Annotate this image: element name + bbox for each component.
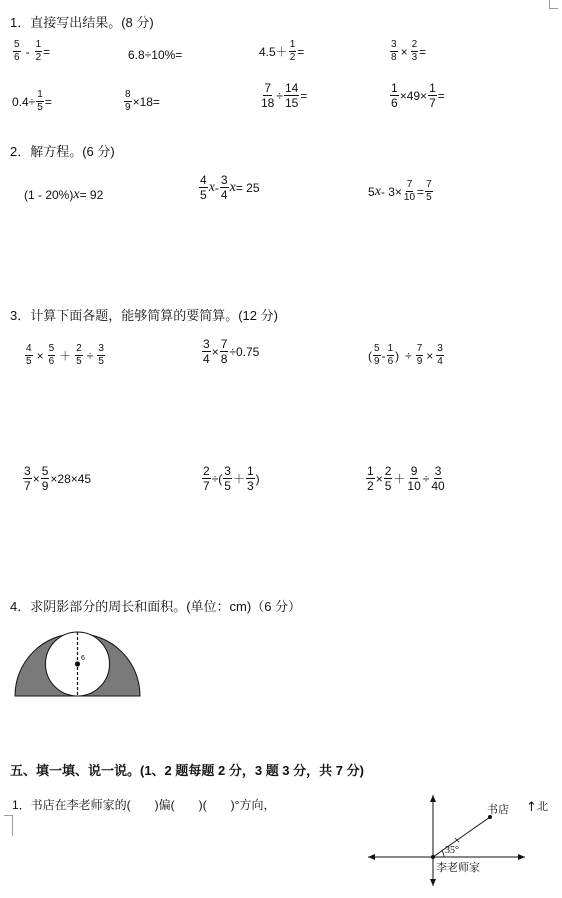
bookstore-label: 书店 xyxy=(487,804,509,816)
fraction: $\frac{14}{15}$ xyxy=(284,81,299,110)
east-arrowhead xyxy=(518,854,525,860)
fraction: $\frac{3}{4}$ xyxy=(220,173,228,202)
fraction: $\frac{5}{9}$ xyxy=(41,464,49,493)
problem-1-6: $\frac{8}{9}$ ×18= xyxy=(125,89,160,113)
equation-2-1: (1 - 20%) x = 92 xyxy=(24,187,104,202)
fraction: $\frac{1}{2}$ xyxy=(289,39,296,63)
home-point xyxy=(431,855,435,859)
fraction: $\frac{1}{3}$ xyxy=(246,464,254,493)
section-4-heading: 4．求阴影部分的周长和面积。(单位：cm)（6 分） xyxy=(10,599,302,614)
problem-1-4: $\frac{3}{8}$ × $\frac{2}{3}$ = xyxy=(391,39,427,63)
fraction: $\frac{3}{5}$ xyxy=(98,343,104,367)
page-corner-top-right xyxy=(549,0,558,9)
section-5-heading: 五、填一填、说一说。(1、2 题每题 2 分，3 题 3 分，共 7 分) xyxy=(10,763,364,778)
north-label: 北 xyxy=(537,801,548,813)
home-label: 李老师家 xyxy=(436,862,480,874)
fraction: $\frac{1}{6}$ xyxy=(391,81,398,110)
calc-3-6: $\frac{1}{2}$ × $\frac{2}{5}$ ＋ $\frac{9}{10}$ ÷ $\frac{3}{40}$ xyxy=(367,464,445,493)
north-arrowhead xyxy=(430,795,436,802)
fraction: $\frac{9}{10}$ xyxy=(407,464,421,493)
fraction: $\frac{2}{7}$ xyxy=(203,464,210,493)
problem-1-2: 6.8÷10%= xyxy=(128,48,183,62)
problem-1-8: $\frac{1}{6}$ ×49× $\frac{1}{7}$ = xyxy=(391,81,445,110)
fraction: $\frac{3}{4}$ xyxy=(437,343,443,367)
fraction: $\frac{4}{5}$ xyxy=(26,343,32,367)
calc-3-5: $\frac{2}{7}$ ÷( $\frac{3}{5}$ ＋ $\frac{1}{3}$ ) xyxy=(203,464,260,493)
fraction: $\frac{1}{2}$ xyxy=(35,39,42,63)
north-arrow-icon: ↑ xyxy=(526,800,537,815)
question-5-1: 1．书店在李老师家的( )偏( )( )°方向， xyxy=(12,798,276,812)
fraction: $\frac{1}{6}$ xyxy=(387,343,394,367)
calc-3-4: $\frac{3}{7}$ × $\frac{5}{9}$ ×28×45 xyxy=(24,464,92,493)
dimension-label: 6 xyxy=(81,655,85,662)
fraction: $\frac{1}{5}$ xyxy=(37,89,43,113)
section-3-heading: 3．计算下面各题，能够简算的要简算。(12 分) xyxy=(10,308,278,323)
fraction: $\frac{7}{8}$ xyxy=(220,337,228,366)
calc-3-3: ( $\frac{5}{9}$ - $\frac{1}{6}$ ) ÷ $\frac{7}{9}$ × $\frac{3}{4}$ xyxy=(368,343,443,367)
page-corner-bottom-left xyxy=(4,815,13,836)
fraction: $\frac{7}{9}$ xyxy=(416,343,423,367)
south-arrowhead xyxy=(430,879,436,886)
fraction: $\frac{3}{7}$ xyxy=(24,464,31,493)
west-arrowhead xyxy=(368,854,375,860)
problem-1-7: $\frac{7}{18}$ ÷ $\frac{14}{15}$ = xyxy=(261,81,308,110)
section-2-heading: 2．解方程。(6 分) xyxy=(10,144,115,159)
fraction: $\frac{7}{10}$ xyxy=(403,179,416,203)
fraction: $\frac{4}{5}$ xyxy=(200,173,207,202)
fraction: $\frac{5}{9}$ xyxy=(374,343,380,367)
fraction: $\frac{5}{6}$ xyxy=(48,343,55,367)
fraction: $\frac{3}{4}$ xyxy=(203,337,210,366)
angle-label: 35° xyxy=(445,845,459,856)
fraction: $\frac{3}{40}$ xyxy=(431,464,445,493)
fraction: $\frac{3}{8}$ xyxy=(391,39,397,63)
fraction: $\frac{2}{5}$ xyxy=(384,464,392,493)
fraction: $\frac{1}{2}$ xyxy=(367,464,374,493)
center-dot xyxy=(75,661,80,666)
calc-3-1: $\frac{4}{5}$ × $\frac{5}{6}$ ＋ $\frac{2}{5}$ ÷ $\frac{3}{5}$ xyxy=(26,343,104,367)
fraction: $\frac{7}{5}$ xyxy=(426,179,432,203)
angle-arc xyxy=(442,851,444,857)
fraction: $\frac{7}{18}$ xyxy=(261,81,275,110)
direction-diagram xyxy=(360,790,555,890)
fraction: $\frac{3}{5}$ xyxy=(224,464,231,493)
problem-1-3: 4.5＋ $\frac{1}{2}$ = xyxy=(259,39,305,63)
section-1-heading: 1．直接写出结果。(8 分) xyxy=(10,15,154,30)
equation-2-3: 5 x - 3× $\frac{7}{10}$ = $\frac{7}{5}$ xyxy=(368,179,432,203)
problem-1-5: 0.4÷ $\frac{1}{5}$ = xyxy=(12,89,52,113)
fraction: $\frac{5}{6}$ xyxy=(14,39,20,63)
fraction: $\frac{2}{5}$ xyxy=(76,343,82,367)
equation-2-2: $\frac{4}{5}$ x - $\frac{3}{4}$ x = 25 xyxy=(200,173,260,202)
shaded-semicircle-figure xyxy=(10,620,145,700)
fraction: $\frac{1}{7}$ xyxy=(429,81,436,110)
problem-1-1: $\frac{5}{6}$ - $\frac{1}{2}$ = xyxy=(14,39,51,63)
fraction: $\frac{8}{9}$ xyxy=(125,89,131,113)
calc-3-2: $\frac{3}{4}$ × $\frac{7}{8}$ ÷0.75 xyxy=(203,337,260,366)
fraction: $\frac{2}{3}$ xyxy=(411,39,418,63)
bookstore-ray xyxy=(433,817,490,857)
